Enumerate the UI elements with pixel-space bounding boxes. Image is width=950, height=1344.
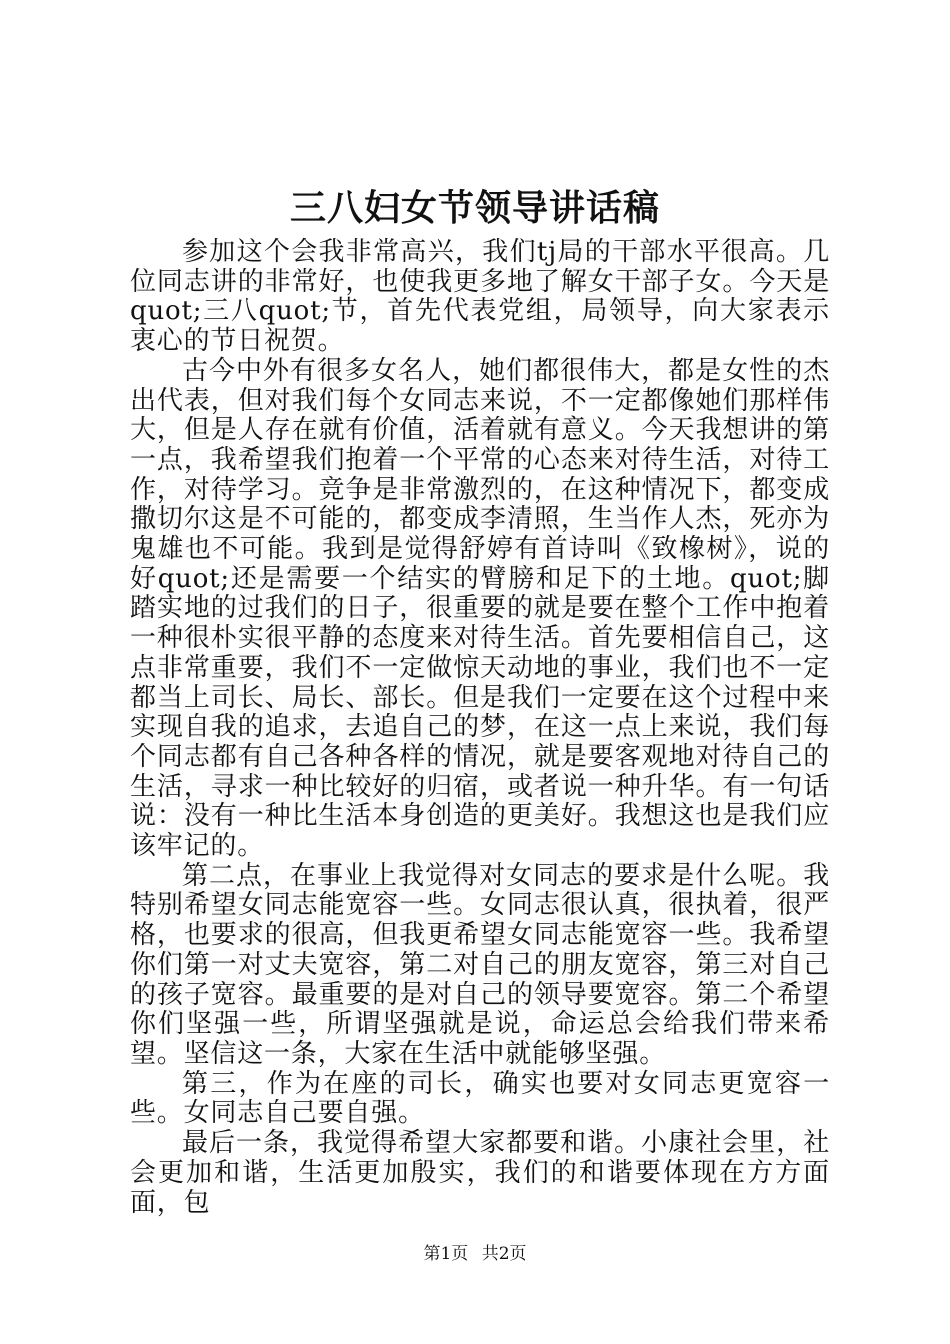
- paragraph: 最后一条，我觉得希望大家都要和谐。小康社会里，社会更加和谐，生活更加殷实，我们的和谐要体现在方方面面，包: [130, 1128, 830, 1218]
- paragraph: 参加这个会我非常高兴，我们tj局的干部水平很高。几位同志讲的非常好，也使我更多地了解女干部子女。今天是quot;三八quot;节，首先代表党组，局领导，向大家表示衷心的节日祝贺。: [130, 237, 830, 357]
- page-number: 第1页: [423, 1244, 469, 1264]
- document-title: 三八妇女节领导讲话稿: [289, 187, 660, 229]
- paragraph: 第二点，在事业上我觉得对女同志的要求是什么呢。我特别希望女同志能宽容一些。女同志很认真，很执着，很严格，也要求的很高，但我更希望女同志能宽容一些。我希望你们第一对丈夫宽容，第二对自己的朋友宽容，第三对自己的孩子宽容。最重要的是对自己的领导要宽容。第二个希望你们坚强一些，所谓坚强就是说，命运总会给我们带来希望。坚信这一条，大家在生活中就能够坚强。: [130, 860, 830, 1069]
- page-footer: [0, 1243, 950, 1265]
- document-body: [130, 238, 830, 1218]
- page-total: 共2页: [481, 1244, 527, 1264]
- paragraph: 第三，作为在座的司长，确实也要对女同志更宽容一些。女同志自己要自强。: [130, 1068, 830, 1129]
- paragraph: 古今中外有很多女名人，她们都很伟大，都是女性的杰出代表，但对我们每个女同志来说，不一定都像她们那样伟大，但是人存在就有价值，活着就有意义。今天我想讲的第一点，我希望我们抱着一个平常的心态来对待生活，对待工作，对待学习。竞争是非常激烈的，在这种情况下，都变成撒切尔这是不可能的，都变成李清照，生当作人杰，死亦为鬼雄也不可能。我到是觉得舒婷有首诗叫《致橡树》，说的好quot;还是需要一个结实的臂膀和足下的土地。quot;脚踏实地的过我们的日子，很重要的就是要在整个工作中抱着一种很朴实很平静的态度来对待生活。首先要相信自己，这点非常重要，我们不一定做惊天动地的事业，我们也不一定都当上司长、局长、部长。但是我们一定要在这个过程中来实现自我的追求，去追自己的梦，在这一点上来说，我们每个同志都有自己各种各样的情况，就是要客观地对待自己的生活，寻求一种比较好的归宿，或者说一种升华。有一句话说：没有一种比生活本身创造的更美好。我想这也是我们应该牢记的。: [130, 355, 830, 862]
